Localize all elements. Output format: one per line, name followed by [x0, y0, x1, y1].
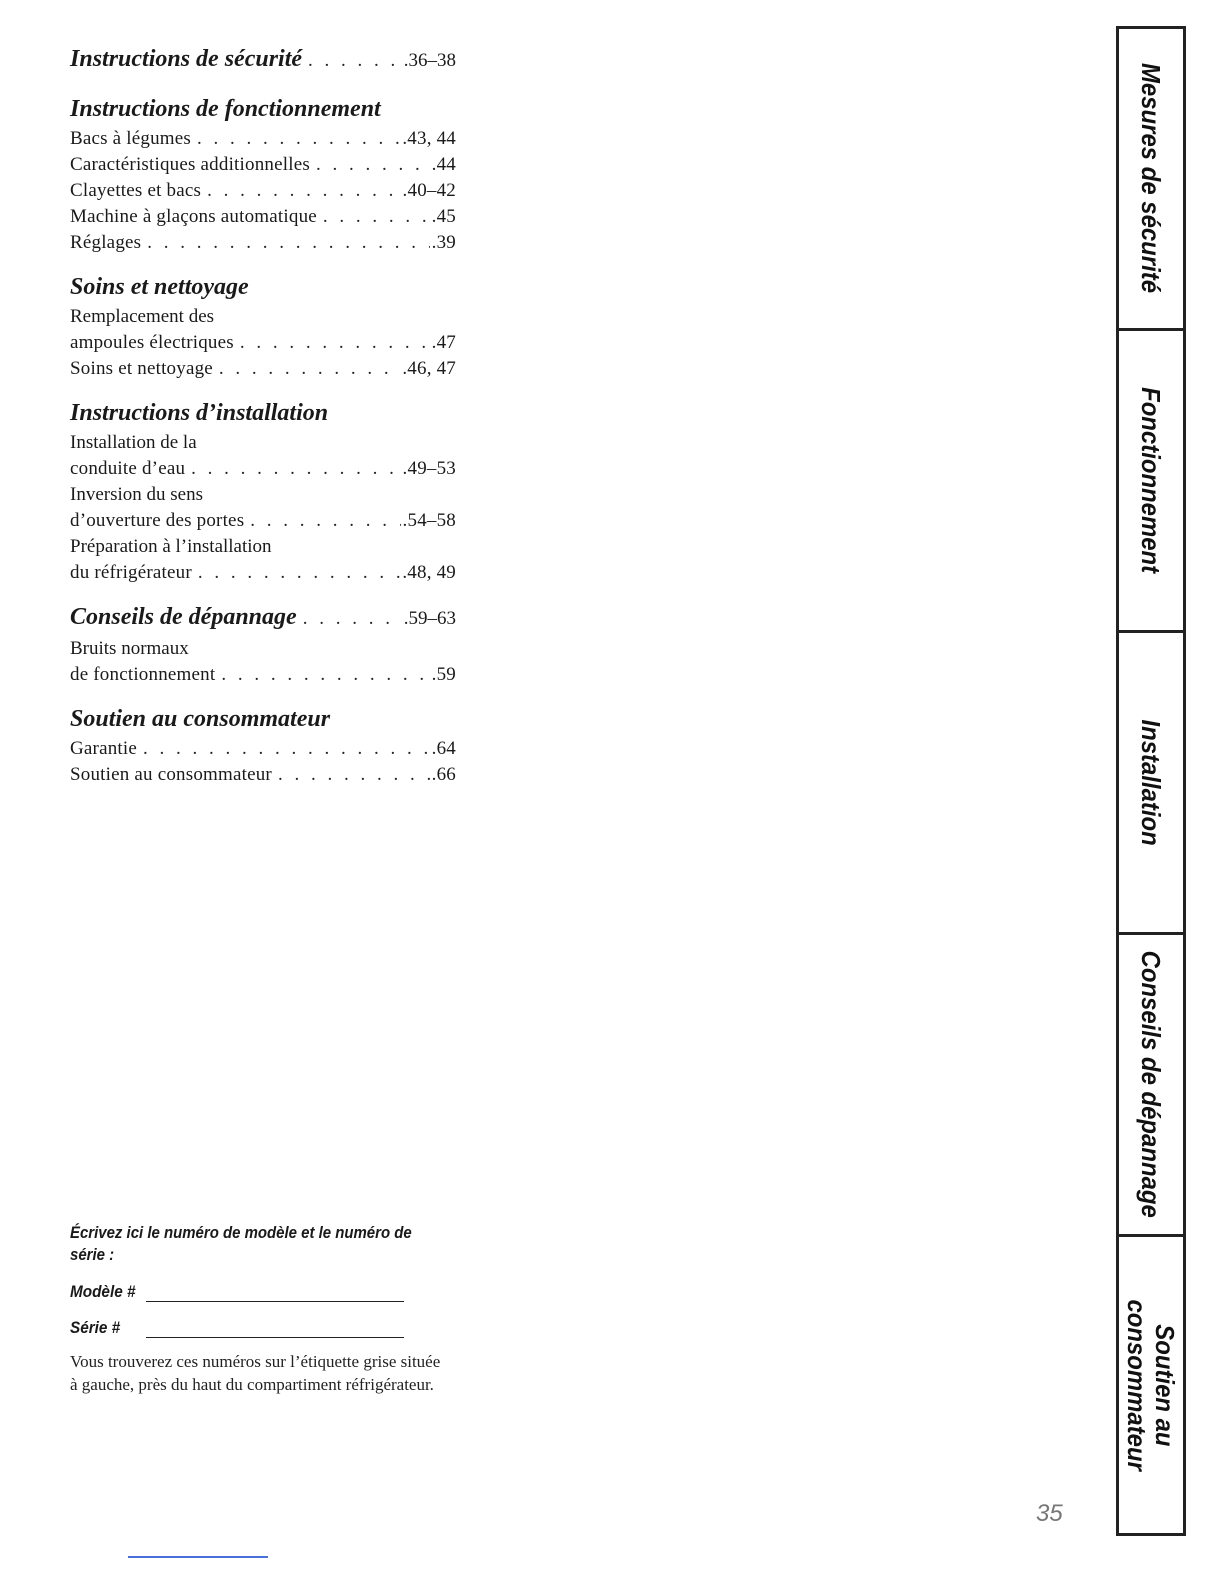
- toc-section-care: [70, 270, 456, 382]
- leader-dots: [219, 356, 400, 382]
- leader-dots: [323, 204, 430, 230]
- toc-entry[interactable]: d’ouverture des portes . . . .54–58: [70, 508, 456, 534]
- table-of-contents: [70, 42, 456, 802]
- toc-section-heading[interactable]: Instructions de fonctionnement: [70, 96, 381, 122]
- page-ref: .48, 49: [402, 562, 456, 583]
- leader-dots: [250, 508, 400, 534]
- toc-section-support: [70, 702, 456, 788]
- toc-section-heading[interactable]: Soins et nettoyage: [70, 274, 249, 300]
- toc-entry-first-line: Inversion du sens: [70, 484, 203, 505]
- serial-label: Série #: [70, 1318, 121, 1337]
- leader-dots: [207, 178, 400, 204]
- toc-entry[interactable]: de fonctionnement . . . .59: [70, 662, 456, 688]
- toc-entry[interactable]: conduite d’eau . . . .49–53: [70, 456, 456, 482]
- toc-entry[interactable]: Réglages . . . .39: [70, 230, 456, 256]
- page-ref: .44: [431, 154, 456, 175]
- page-number: 35: [1036, 1500, 1063, 1527]
- tab-safety[interactable]: [1119, 29, 1183, 331]
- model-serial-box: [70, 1222, 441, 1396]
- leader-dots: [143, 736, 430, 762]
- toc-entry-first-line: Préparation à l’installation: [70, 536, 272, 557]
- leader-dots: [147, 230, 429, 256]
- tab-label: Installation: [1136, 719, 1166, 846]
- toc-entry-first-line: Installation de la: [70, 432, 197, 453]
- model-number-field: [70, 1276, 430, 1302]
- page-ref: .47: [431, 332, 456, 353]
- tab-label: Mesures de sécurité: [1136, 63, 1166, 294]
- page-ref: .54–58: [402, 510, 456, 531]
- leader-dots: [308, 44, 402, 78]
- leader-dots: [278, 762, 430, 788]
- page-ref: .66: [431, 764, 456, 785]
- toc-section-safety: [70, 42, 456, 78]
- page-ref: .43, 44: [402, 128, 456, 149]
- leader-dots: [303, 602, 402, 636]
- toc-entry[interactable]: Soins et nettoyage . . . .46, 47: [70, 356, 456, 382]
- serial-blank-line: [146, 1319, 404, 1338]
- toc-entry[interactable]: Caractéristiques additionnelles . . . .44: [70, 152, 456, 178]
- toc-entry[interactable]: Garantie . . . .64: [70, 736, 456, 762]
- toc-entry-first-line: Bruits normaux: [70, 638, 189, 659]
- page-ref: .59: [431, 664, 456, 685]
- toc-entry-first-line: Remplacement des: [70, 306, 215, 327]
- page-ref: .36–38: [403, 50, 456, 71]
- leader-dots: [316, 152, 430, 178]
- tab-consumer-support[interactable]: [1119, 1237, 1183, 1533]
- model-blank-line: [146, 1283, 404, 1302]
- toc-section-heading[interactable]: Soutien au consommateur: [70, 706, 331, 732]
- toc-entry[interactable]: Machine à glaçons automatique . . . .45: [70, 204, 456, 230]
- toc-entry[interactable]: ampoules électriques . . . .47: [70, 330, 456, 356]
- model-label: Modèle #: [70, 1282, 136, 1301]
- serial-number-field: [70, 1312, 430, 1338]
- model-serial-note: Vous trouverez ces numéros sur l’étiquette grise située à gauche, près du haut du compartiment réfrigérateur.: [70, 1352, 441, 1394]
- page-ref: .46, 47: [402, 358, 456, 379]
- toc-entry[interactable]: Bacs à légumes . . . .43, 44: [70, 126, 456, 152]
- toc-section-operation: [70, 92, 456, 256]
- toc-entry[interactable]: Clayettes et bacs . . . .40–42: [70, 178, 456, 204]
- leader-dots: [191, 456, 400, 482]
- page-ref: .49–53: [402, 458, 456, 479]
- page-ref: .64: [431, 738, 456, 759]
- toc-section-troubleshooting: [70, 600, 456, 688]
- toc-section-heading[interactable]: Conseils de dépannage . . . .59–63: [70, 600, 456, 636]
- tab-operation[interactable]: [1119, 331, 1183, 633]
- toc-section-installation: [70, 396, 456, 586]
- toc-entry[interactable]: Soutien au consommateur . . . .66: [70, 762, 456, 788]
- tab-label: Soutien au consommateur: [1122, 1299, 1180, 1471]
- page-ref: .39: [431, 232, 456, 253]
- toc-section-heading[interactable]: Instructions de sécurité . . . .36–38: [70, 42, 456, 78]
- leader-dots: [197, 126, 400, 152]
- tab-label: Conseils de dépannage: [1136, 950, 1166, 1219]
- toc-section-heading[interactable]: Instructions d’installation: [70, 400, 329, 426]
- page-ref: .59–63: [403, 608, 456, 629]
- tab-installation[interactable]: [1119, 633, 1183, 935]
- page-ref: .45: [431, 206, 456, 227]
- toc-entry[interactable]: du réfrigérateur . . . .48, 49: [70, 560, 456, 586]
- tab-label: Fonctionnement: [1136, 387, 1166, 574]
- leader-dots: [221, 662, 429, 688]
- tab-troubleshooting[interactable]: [1119, 935, 1183, 1237]
- model-serial-heading: Écrivez ici le numéro de modèle et le numéro de série :: [70, 1223, 412, 1264]
- leader-dots: [240, 330, 430, 356]
- leader-dots: [198, 560, 400, 586]
- bottom-underline-link[interactable]: [128, 1556, 268, 1558]
- side-tab-index: [1116, 26, 1186, 1536]
- page-ref: .40–42: [402, 180, 456, 201]
